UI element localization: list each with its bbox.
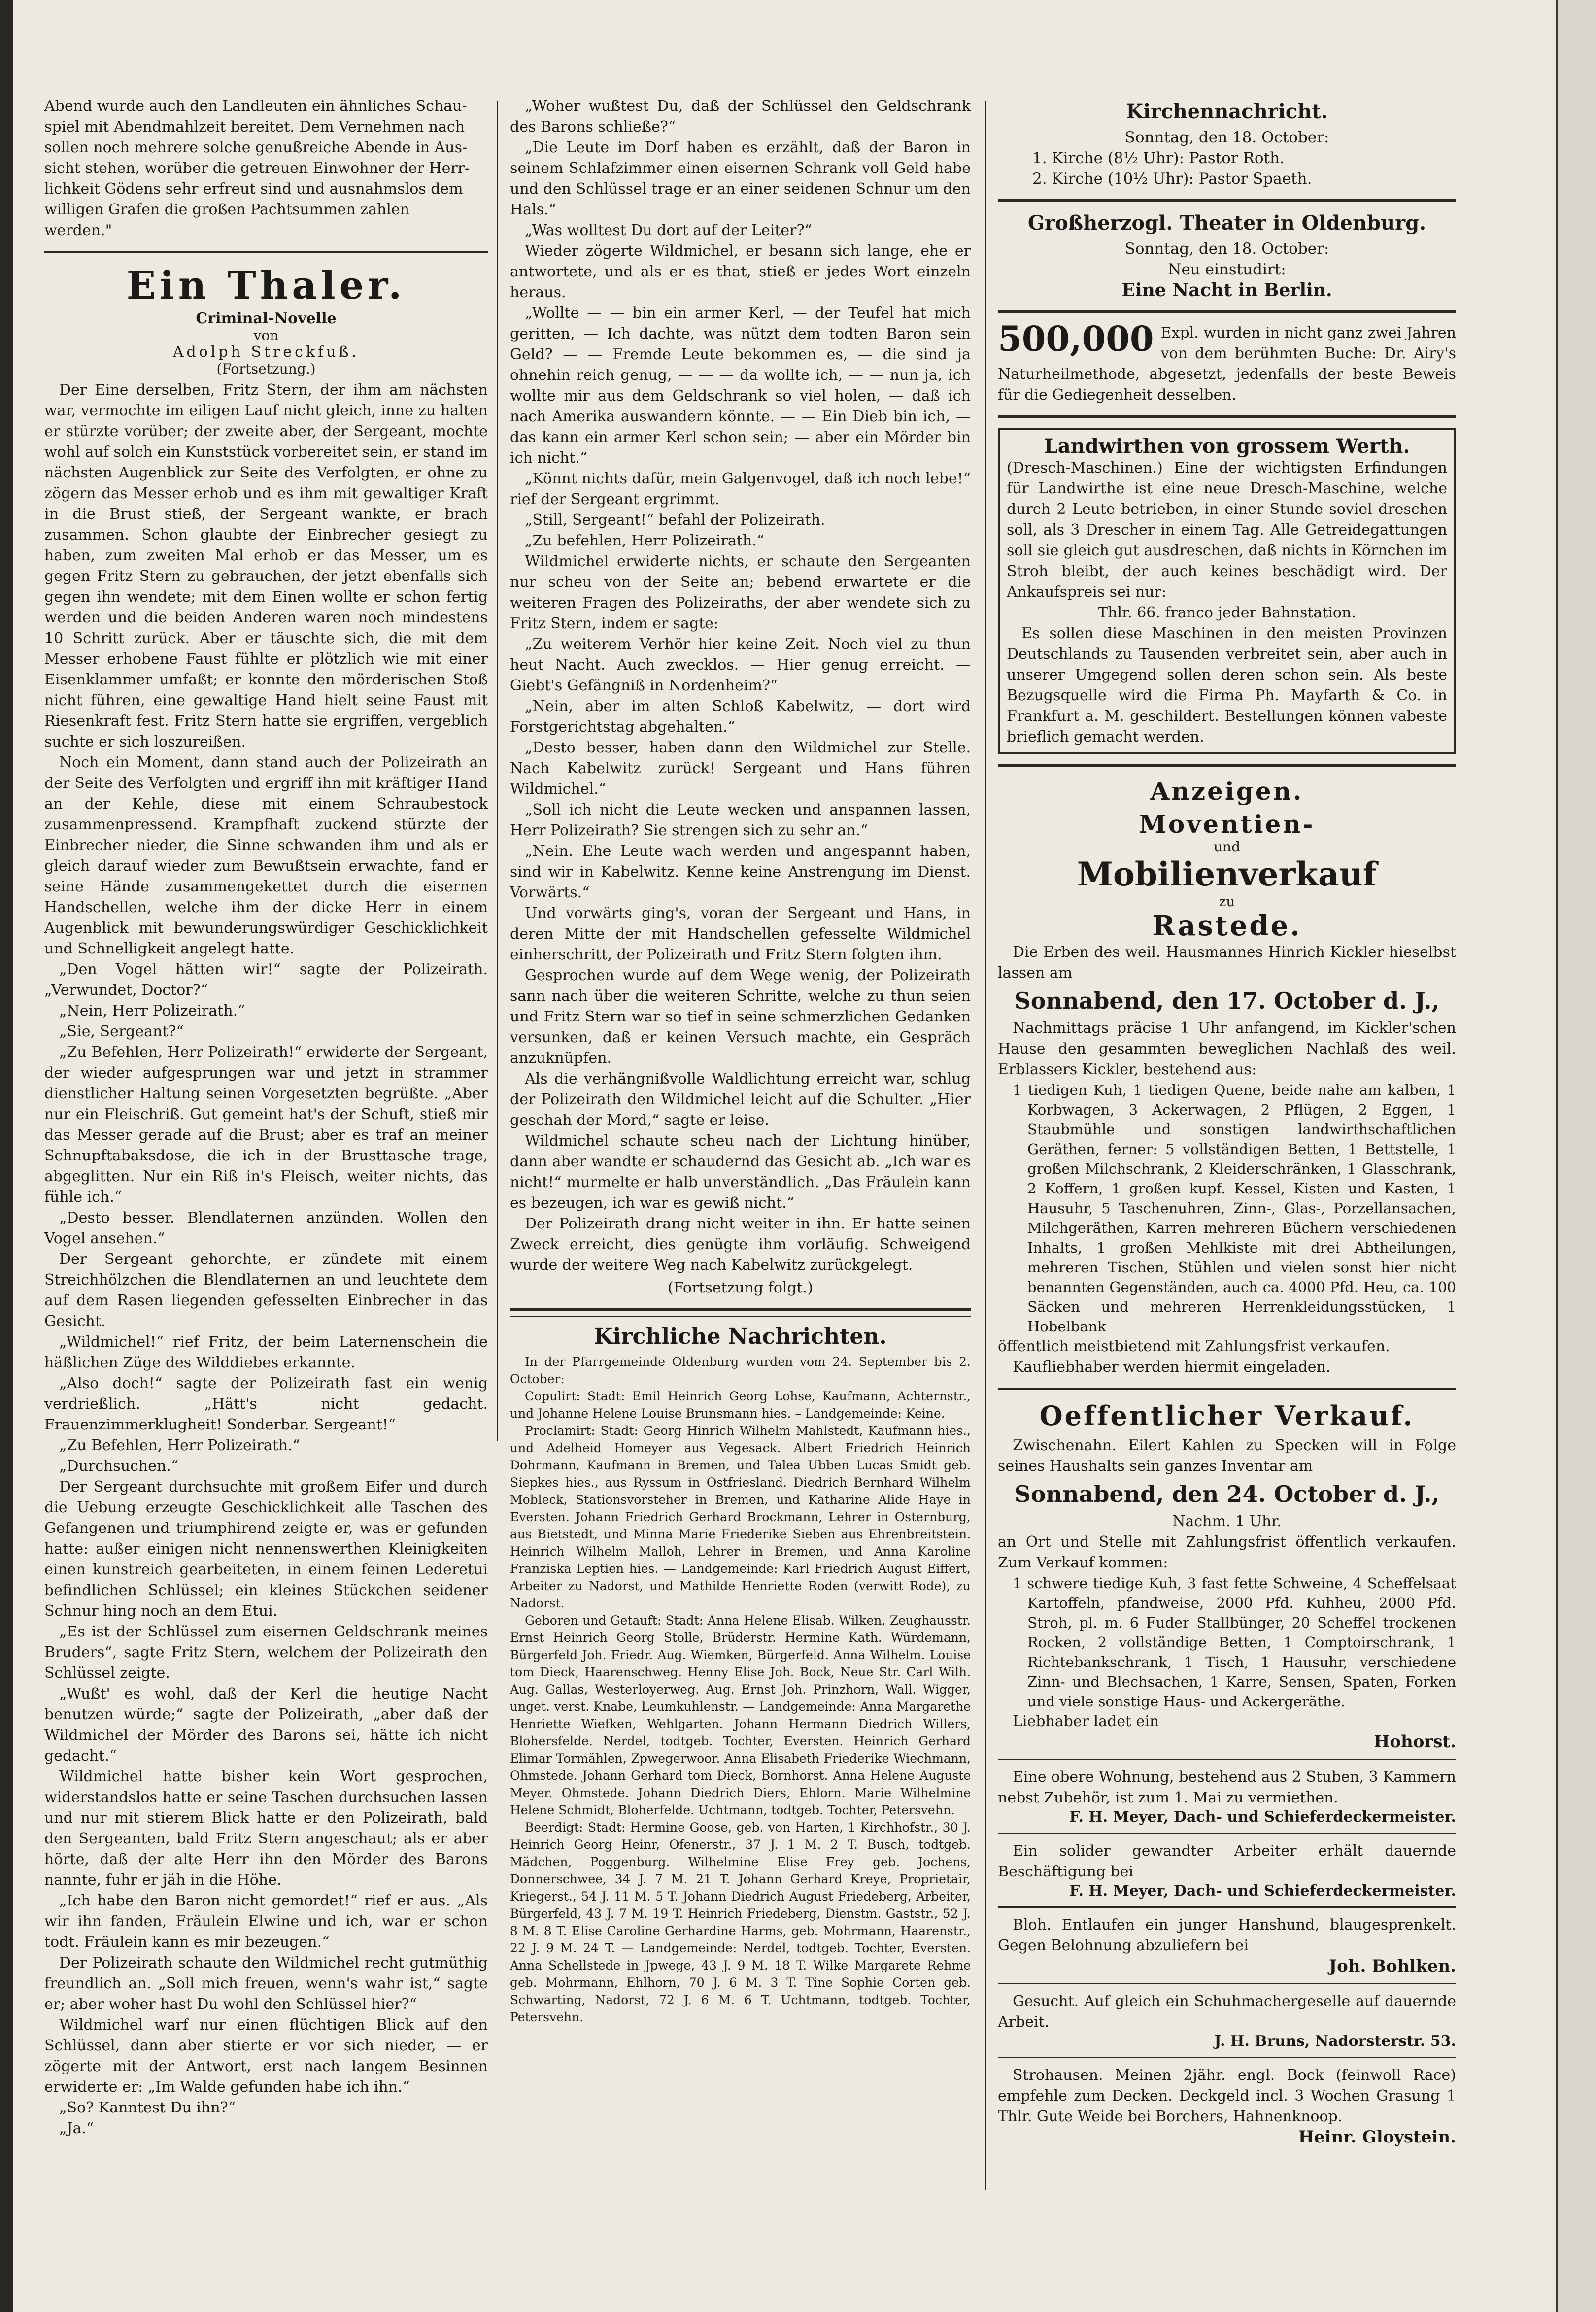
anzeigen-title: Anzeigen. (1150, 777, 1304, 806)
paragraph: „Was wolltest Du dort auf der Leiter?“ (525, 222, 812, 239)
arbeiter-text: Ein solider gewandter Arbeiter erhält dauernde Beschäftigung bei (998, 1842, 1456, 1880)
erben-text3: öffentlich meistbietend mit Zahlungsfrist verkaufen. (998, 1338, 1390, 1355)
paragraph: „So? Kanntest Du ihn?“ (59, 2099, 236, 2116)
oeff-text3: Liebhaber ladet ein (1013, 1713, 1159, 1730)
landwirthen-title: Landwirthen von grossem Werth. (1044, 435, 1410, 458)
theater-new: Neu einstudirt: (1168, 261, 1286, 278)
church-beerdigt: Beerdigt: Stadt: Hermine Goose, geb. von Harten, 1 Kirchhofstr., 30 J. Heinrich Georg Heinr, Ofenerstr., 37 J. 1 M. 2 T. Busch, todtgeb. Mädchen, Poggenburg. Wilhelmine Elise Frey geb. Jochens, Donnerschwee, 34 J. 7 M. 21 T. Johann Gerhard Kreye, Proprietair, Kriegerst., 54 J. 11 M. 5 T. Johann Diedrich August Friedeberg, Arbeiter, Bürgerfeld, 43 J. 7 M. 19 T. Heinrich Friedeberg, Dienstm. Gaststr., 52 J. 8 M. 8 T. Elise Caroline Gerhardine Harms, geb. Mohrmann, Haarenstr., 22 J. 9 M. 24 T. — Landgemeinde: Nerdel, todtgeb. Tochter, Eversten. Anna Schellstede in Jpwege, 43 J. 9 M. 18 T. Wilke Margarete Rehme geb. Mohrmann, Ehlhorn, 70 J. 6 M. 3 T. Tine Sophie Corten geb. Schwarting, Nadorst, 72 J. 6 M. 6 T. Uchtmann, todtgeb. Tochter, Petersvehn. (510, 1820, 971, 2024)
moventien-title: Moventien- (1139, 810, 1315, 839)
erben-date: Sonnabend, den 17. October d. J., (1014, 987, 1440, 1014)
landwirthen-text2: Es sollen diese Maschinen in den meisten Provinzen Deutschlands zu Tausenden verbreitet sein, aber auch in unserer Umgegend sollen deren schon sein. Als beste Bezugsquelle wird die Firma Ph. Mayfarth & Co. in Frankfurt a. M. geschildert. Bestellungen können vabeste brieflich gemacht werden. (1007, 625, 1447, 746)
text-line: willigen Grafen die großen Pachtsummen zahlen (44, 201, 409, 218)
church-geboren: Geboren und Getauft: Stadt: Anna Helene Elisab. Wilken, Zeughausstr. Ernst Heinrich Georg Stolle, Brüderstr. Hermine Kath. Würdemann, Bürgerfeld Joh. Friedr. Aug. Wiemken, Bürgerfeld. Anna Wilhelm. Louise tom Dieck, Haarenschweg. Henny Elise Joh. Bock, Neue Str. Carl Wilh. Aug. Gallas, Westerloyerweg. Aug. Ernst Joh. Prinzhorn, Wall. Wigger, unget. verst. Knabe, Leumkuhlenstr. — Landgemeinde: Anna Margarethe Henriette Wiefken, Wehlgarten. Johann Hermann Diedrich Willers, Blohersfelde. Nerdel, todtgeb. Tochter, Eversten. Heinrich Gerhard Elimar Tormählen, Zpwegerwoor. Anna Elisabeth Friederike Wiechmann, Ohmstede. Johann Gerhard tom Dieck, Bornhorst. Anna Helene Auguste Meyer. Ohmstede. Johann Diedrich Diers, Ehlorn. Marie Wilhelmine Helene Schmidt, Bloherfelde. Uchtmann, todtgeb. Tochter, Petersvehn. (510, 1613, 971, 1817)
paragraph: Wieder zögerte Wildmichel, er besann sich lange, ehe er antwortete, und als er es that, stieß er jedes Wort einzeln heraus. (510, 242, 971, 301)
paragraph: „Still, Sergeant!“ befahl der Polizeirath. (525, 511, 825, 529)
kirchennachricht-line: 2. Kirche (10½ Uhr): Pastor Spaeth. (1032, 170, 1312, 188)
hund-text: Bloh. Entlaufen ein junger Hanshund, blaugesprenkelt. Gegen Belohnung abzuliefern bei (998, 1916, 1456, 1954)
bock-text: Strohausen. Meinen 2jähr. engl. Bock (feinwoll Race) empfehle zum Decken. Deckgeld incl. 3 Wochen Grasung 1 Thlr. Gute Weide bei Borchers, Hahnenknoop. (998, 2067, 1456, 2125)
page-edge-right (1556, 0, 1596, 2312)
novel-subtitle: Criminal-Novelle (196, 310, 337, 327)
paragraph: „Es ist der Schlüssel zum eisernen Geldschrank meines Bruders“, sagte Fritz Stern, welchem der Polizeirath den Schlüssel zeigte. (44, 1623, 488, 1682)
landwirthen-text: (Dresch-Maschinen.) Eine der wichtigsten Erfindungen für Landwirthe ist eine neue Dresch-Maschine, welche durch 2 Leute betrieben, in einer Stunde soviel dreschen soll, als 3 Drescher in einem Tag. Alle Getreidegattungen soll sie gleich gut ausdreschen, daß nichts in Körnchen im Stroh bleibt, der auch keines beschädigt wird. Der Ankaufspreis sei nur: (1007, 459, 1447, 601)
section-divider (998, 2057, 1456, 2058)
wohnung-signature: F. H. Meyer, Dach- und Schieferdeckermeister. (1069, 1808, 1456, 1826)
paragraph: „Zu Befehlen, Herr Polizeirath.“ (59, 1437, 300, 1454)
erben-text: Die Erben des weil. Hausmannes Hinrich Kickler hieselbst lassen am (998, 944, 1456, 982)
section-divider (998, 1983, 1456, 1984)
paragraph: Wildmichel schaute scheu nach der Lichtung hinüber, dann aber wandte er schaudernd das Gesicht ab. „Ich war es nicht!“ murmelte er halb unverständlich. „Das Fräulein kann es bezeugen, ich war es gewiß nicht.“ (510, 1132, 971, 1212)
arbeiter-signature: F. H. Meyer, Dach- und Schieferdeckermeister. (1069, 1882, 1456, 1900)
oeff-list: 1 schwere tiedige Kuh, 3 fast fette Schweine, 4 Scheffelsaat Kartoffeln, pfandweise, 2000 Pfd. Kuhheu, 2000 Pfd. Stroh, pl. m. 6 Fuder Stallbünger, 20 Scheffel trockenen Rocken, 2 vollständige Betten, 1 Comptoirschrank, 1 Richtebankschrank, 1 Tisch, 1 Hausuhr, verschiedene Zinn- und Blechsachen, 1 Karre, Sensen, Spaten, Forken und viele sonstige Haus- und Ackergeräthe. (1013, 1575, 1456, 1710)
kirchennachricht-date: Sonntag, den 18. October: (1124, 129, 1329, 146)
text-line: lichkeit Gödens sehr erfreut sind und ausnahmslos dem (44, 180, 463, 198)
section-divider (998, 415, 1456, 418)
paragraph: Der Polizeirath schaute den Wildmichel recht gutmüthig freundlich an. „Soll mich freuen, wenn's wahr ist,“ sagte er; aber woher hast Du wohl den Schlüssel hier?“ (44, 1954, 488, 2013)
intro-text (44, 96, 488, 241)
text-line: sicht stehen, worüber die getreuen Einwohner der Herr- (44, 160, 470, 177)
paragraph: Der Sergeant gehorchte, er zündete mit einem Streichhölzchen die Blendlaternen an und leuchtete dem auf dem Rasen liegenden gefesselten Einbrecher in das Gesicht. (44, 1251, 488, 1330)
erben-list: 1 tiedigen Kuh, 1 tiedigen Quene, beide nahe am kalben, 1 Korbwagen, 3 Ackerwagen, 2 Pflügen, 2 Eggen, 1 Staubmühle und sonstigen landwirthschaftlichen Geräthen, ferner: 5 vollständigen Betten, 1 Bettstelle, 1 großen Milchschrank, 2 Kleiderschränken, 1 Glasschrank, 2 Koffern, 1 großen kupf. Kessel, Kisten und Kasten, 1 Hausuhr, 5 Taschenuhren, Zinn-, Glas-, Porzellansachen, Milchgeräthen, Karren mehreren Büchern verschiedenen Inhalts, 1 großen Mehlkiste mit drei Abtheilungen, mehreren Tischen, Stühlen und vielen sonst hier nicht benannten Gegenständen, auch ca. 4000 Pfd. Heu, ca. 100 Säcken und mehreren Herrenkleidungsstücken, 1 Hobelbank (1013, 1082, 1456, 1335)
section-divider (510, 1308, 971, 1311)
paragraph: Der Sergeant durchsuchte mit großem Eifer und durch die Uebung erzeugte Geschicklichkeit alle Taschen des Gefangenen und triumphirend zeigte er, was er gefunden hatte: außer einigen nicht nennenswerthen Kleinigkeiten einen kunstreich gearbeiteten, in einem feinen Lederetui befindlichen Schlüssel; ein kleines Stückchen seidener Schnur hing noch an dem Etui. (44, 1478, 488, 1620)
text-line: sollen noch mehrere solche genußreiche Abende in Aus- (44, 139, 468, 156)
paragraph: „Durchsuchen.“ (59, 1458, 179, 1475)
theater-play: Eine Nacht in Berlin. (1121, 280, 1332, 301)
column-middle (510, 96, 971, 2026)
section-divider (44, 251, 488, 253)
section-divider (998, 199, 1456, 202)
column-left (44, 96, 488, 2139)
rastede-title: Rastede. (1152, 910, 1302, 942)
kirchennachricht-title: Kirchennachricht. (1126, 100, 1328, 123)
church-copulirt: Copulirt: Stadt: Emil Heinrich Georg Lohse, Kaufmann, Achternstr., und Johanne Helene Louise Brunsmann hies. – Landgemeinde: Keine. (510, 1389, 971, 1421)
novel-body (44, 380, 488, 2139)
novel-author: Adolph Streckfuß. (172, 343, 360, 361)
oeff-text: Zwischenahn. Eilert Kahlen zu Specken will in Folge seines Haushalts sein ganzes Inventar am (998, 1437, 1456, 1475)
hund-signature: Joh. Bohlken. (1329, 1956, 1456, 1976)
paragraph: „Ja.“ (59, 2120, 94, 2137)
paragraph: „Nein, aber im alten Schloß Kabelwitz, — dort wird Forstgerichtstag abgehalten.“ (510, 698, 971, 736)
section-divider (998, 764, 1456, 767)
text-line: spiel mit Abendmahlzeit bereitet. Dem Vernehmen nach (44, 118, 465, 136)
oeff-signature: Hohorst. (1374, 1732, 1456, 1752)
oeff-time: Nachm. 1 Uhr. (1172, 1513, 1282, 1530)
section-divider (998, 1759, 1456, 1760)
oeff-text2: an Ort und Stelle mit Zahlungsfrist öffentlich verkaufen. Zum Verkauf kommen: (998, 1533, 1456, 1571)
gesucht-signature: J. H. Bruns, Nadorsterstr. 53. (1214, 2033, 1456, 2050)
paragraph: „Soll ich nicht die Leute wecken und anspannen lassen, Herr Polizeirath? Sie strengen sich zu sehr an.“ (510, 801, 971, 839)
airy-text: Expl. wurden in nicht ganz zwei Jahren von dem berühmten Buche: Dr. Airy's Naturheilmethode, abgesetzt, jedenfalls der beste Beweis für die Gediegenheit desselben. (998, 324, 1456, 404)
paragraph: „Desto besser. Blendlaternen anzünden. Wollen den Vogel ansehen.“ (44, 1209, 488, 1247)
theater-date: Sonntag, den 18. October: (1124, 240, 1329, 258)
novel-von: von (253, 327, 279, 343)
erben-text4: Kaufliebhaber werden hiermit eingeladen. (1013, 1359, 1331, 1376)
wohnung-text: Eine obere Wohnung, bestehend aus 2 Stuben, 3 Kammern nebst Zubehör, ist zum 1. Mai zu vermiethen. (998, 1768, 1456, 1806)
novel-title: Ein Thaler. (126, 263, 406, 308)
paragraph: „Zu weiterem Verhör hier keine Zeit. Noch viel zu thun heut Nacht. Auch zwecklos. — Hier genug erreicht. — Giebt's Gefängniß in Nordenheim?“ (510, 636, 971, 694)
novel-to-be-continued: (Fortsetzung folgt.) (668, 1279, 813, 1296)
mobilienverkauf-title: Mobilienverkauf (1077, 855, 1377, 893)
paragraph: „Könnt nichts dafür, mein Galgenvogel, daß ich noch lebe!“ rief der Sergeant ergrimmt. (510, 470, 971, 508)
theater-title: Großherzogl. Theater in Oldenburg. (1027, 211, 1426, 235)
column-divider (985, 101, 986, 2190)
zu-label: zu (1219, 893, 1235, 910)
paragraph: „Wildmichel!“ rief Fritz, der beim Laternenschein die häßlichen Züge des Wilddiebes erkannte. (44, 1333, 488, 1371)
airy-number: 500,000 (998, 323, 1154, 359)
paragraph: „Ich habe den Baron nicht gemordet!“ rief er aus. „Als wir ihn fanden, Fräulein Elwine und ich, war er schon todt. Fräulein kann es mir bezeugen.“ (44, 1892, 488, 1951)
paragraph: Der Polizeirath drang nicht weiter in ihn. Er hatte seinen Zweck erreicht, dies genügte ihm vorläufig. Schweigend wurde der weitere Weg nach Kabelwitz zurückgelegt. (510, 1215, 971, 1274)
column-divider (497, 101, 498, 1441)
text-line: werden." (44, 222, 112, 239)
oeff-date: Sonnabend, den 24. October d. J., (1014, 1481, 1440, 1507)
section-divider (510, 1316, 971, 1317)
paragraph: Und vorwärts ging's, voran der Sergeant und Hans, in deren Mitte der mit Handschellen gefesselte Wildmichel einherschritt, der Polizeirath und Fritz Stern folgten ihm. (510, 905, 971, 963)
paragraph: „Die Leute im Dorf haben es erzählt, daß der Baron in seinem Schlafzimmer einen eisernen Schrank voll Geld habe und den Schlüssel trage er an einer seidenen Schnur um den Hals.“ (510, 139, 971, 218)
und-label: und (1214, 839, 1240, 855)
section-divider (998, 1388, 1456, 1390)
airy-ad (998, 323, 1456, 406)
text-line: Abend wurde auch den Landleuten ein ähnliches Schau- (44, 98, 467, 115)
church-intro: In der Pfarrgemeinde Oldenburg wurden vom 24. September bis 2. October: (510, 1355, 971, 1386)
bock-signature: Heinr. Gloystein. (1298, 2127, 1456, 2147)
paragraph: „Den Vogel hätten wir!“ sagte der Polizeirath. „Verwundet, Doctor?“ (44, 961, 488, 999)
paragraph: Gesprochen wurde auf dem Wege wenig, der Polizeirath sann nach über die weiteren Schritte, welche zu thun seien und Fritz Stern war so tief in seine schmerzlichen Gedanken versunken, daß er keinen Versuch machte, ein Gespräch anzuknüpfen. (510, 967, 971, 1067)
paragraph: Wildmichel warf nur einen flüchtigen Blick auf den Schlüssel, dann aber stierte er vor sich nieder, — er zögerte mit der Antwort, erst nach langem Besinnen erwiderte er: „Im Walde gefunden habe ich ihn.“ (44, 2016, 488, 2096)
paragraph: „Wußt' es wohl, daß der Kerl die heutige Nacht benutzen würde;“ sagte der Polizeirath, „aber daß der Wildmichel der Mörder des Barons sei, hätte ich nicht gedacht.“ (44, 1685, 488, 1765)
paragraph: Der Eine derselben, Fritz Stern, der ihm am nächsten war, vermochte im eiligen Lauf nicht gleich, inne zu halten er stürzte vorüber; der zweite aber, der Sergeant, mochte wohl auf solch ein Kunststück vorbereitet sein, er stand im nächsten Augenblick zur Seite des Verfolgten, er ohne zu zögern das Messer erhob und es ihm mit gewaltiger Kraft in die Brust stieß, der Sergeant wankte, er brach zusammen. Schon glaubte der Einbrecher gesiegt zu haben, zum zweiten Mal erhob er das Messer, um es gegen Fritz Stern zu gebrauchen, der jetzt ebenfalls sich gegen ihn wendete; mit dem Einen wollte er schon fertig werden und die beiden Anderen waren noch mindestens 10 Schritt zurück. Aber er täuschte sich, die mit dem Messer erhobene Faust fühlte er plötzlich wie mit einer Eisenklammer umfaßt; er konnte den mörderischen Stoß nicht führen, eine gewaltige Hand hielt seine Faust mit Riesenkraft fest. Fritz Stern hatte sie ergriffen, vergeblich suchte er sich loszureißen. (44, 381, 488, 750)
paragraph: „Wollte — — bin ein armer Kerl, — der Teufel hat mich geritten, — Ich dachte, was nützt dem todten Baron sein Geld? — — Fremde Leute bekommen es, — die sind ja ohnehin reich genug, — — — da wollte ich, — — nun ja, ich wollte mir aus dem Geldschrank so viel holen, — daß ich nach Amerika auswandern könnte. — — Ein Dieb bin ich, — das kann ein armer Kerl schon sein; — aber ein Mörder bin ich nicht.“ (510, 305, 971, 467)
paragraph: „Also doch!“ sagte der Polizeirath fast ein wenig verdrießlich. „Hätt's nicht gedacht. Frauenzimmerklugheit! Sonderbar. Sergeant!“ (44, 1375, 488, 1433)
erben-text2: Nachmittags präcise 1 Uhr anfangend, im Kickler'schen Hause den gesammten beweglichen Nachlaß des weil. Erblassers Kickler, bestehend aus: (998, 1020, 1456, 1078)
paragraph: „Woher wußtest Du, daß der Schlüssel den Geldschrank des Barons schließe?“ (510, 98, 971, 136)
paragraph: „Zu befehlen, Herr Polizeirath.“ (525, 532, 765, 549)
novel-body-continued (510, 96, 971, 1276)
oeffentlicher-verkauf-title: Oeffentlicher Verkauf. (1039, 1400, 1415, 1431)
paragraph: Noch ein Moment, dann stand auch der Polizeirath an der Seite des Verfolgten und ergriff ihn mit kräftiger Hand an der Kehle, diese mit einem Schraubestock zusammenpressend. Krampfhaft zuckend stürzte der Einbrecher nieder, die Sinne schwanden ihm und als er gleich darauf wieder zum Bewußtsein erwachte, fand er seine Hände zusammengekettet durch die eisernen Handschellen, welche ihm der dicke Herr in einem Augenblick mit bewunderungswürdiger Geschicklichkeit und Schnelligkeit angelegt hatte. (44, 754, 488, 957)
landwirthen-price: Thlr. 66. franco jeder Bahnstation. (1098, 604, 1356, 621)
paragraph: Wildmichel erwiderte nichts, er schaute den Sergeanten nur scheu von der Seite an; bebend erwartete er die weiteren Fragen des Polizeiraths, der aber wendete sich zu Fritz Stern, indem er sagte: (510, 553, 971, 632)
page-edge-left (0, 0, 13, 2312)
church-news-title: Kirchliche Nachrichten. (594, 1324, 887, 1349)
paragraph: „Zu Befehlen, Herr Polizeirath!“ erwiderte der Sergeant, der wieder aufgesprungen war und jetzt in strammer dienstlicher Haltung seinen Vorgesetzten begrüßte. „Aber nur ein Fleischriß. Gut gemeint hat's der Schuft, stieß mir das Messer gerade auf die Brust; aber es traf an meiner Schnupftabaksdose, die ich in der Brusttasche trage, abgeglitten. Nur ein Riß in's Fleisch, weiter nichts, das fühle ich.“ (44, 1044, 488, 1206)
paragraph: „Nein. Ehe Leute wach werden und angespannt haben, sind wir in Kabelwitz. Kenne keine Anstrengung im Dienst. Vorwärts.“ (510, 843, 971, 901)
paragraph: Als die verhängnißvolle Waldlichtung erreicht war, schlug der Polizeirath den Wildmichel leicht auf die Schulter. „Hier geschah der Mord,“ sagte er leise. (510, 1070, 971, 1129)
kirchennachricht-line: 1. Kirche (8½ Uhr): Pastor Roth. (1032, 149, 1285, 167)
paragraph: „Desto besser, haben dann den Wildmichel zur Stelle. Nach Kabelwitz zurück! Sergeant und Hans führen Wildmichel.“ (510, 739, 971, 798)
column-right (998, 96, 1456, 2147)
church-proclamirt: Proclamirt: Stadt: Georg Hinrich Wilhelm Mahlstedt, Kaufmann hies., und Adelheid Homeyer aus Vegesack. Albert Friedrich Heinrich Dohrmann, Kaufmann in Bremen, und Talea Ubben Lucas Smidt geb. Siepkes hies., aus Ryssum in Ostfriesland. Diedrich Bernhard Wilhelm Mobleck, Stationsvorsteher in Bremen, und Katharine Alide Haye in Eversten. Johann Friedrich Gerhard Brockmann, Lehrer in Osternburg, aus Bietstedt, und Minna Marie Friederike Sieben aus Ehrenbreitstein. Heinrich Wilhelm Malloh, Lehrer in Bremen, und Anna Karoline Franziska Leptien hies. — Landgemeinde: Karl Friedrich August Eiffert, Arbeiter zu Nadorst, und Mathilde Henriette Roden (verwitt Rode), zu Nadorst. (510, 1424, 971, 1610)
paragraph: „Sie, Sergeant?“ (59, 1023, 184, 1040)
section-divider (998, 1833, 1456, 1834)
paragraph: Wildmichel hatte bisher kein Wort gesprochen, widerstandslos hatte er seine Taschen durchsuchen lassen und nur mit stierem Blick hatte er den Polizeirath, bald den Sergeanten, bald Fritz Stern angeschaut; als er aber hörte, daß der alte Herr ihn den Mörder des Barons nannte, fuhr er jäh in die Höhe. (44, 1768, 488, 1889)
gesucht-text: Gesucht. Auf gleich ein Schuhmachergeselle auf dauernde Arbeit. (998, 1993, 1456, 2031)
novel-continued: (Fortsetzung.) (216, 361, 316, 377)
section-divider (998, 310, 1456, 313)
section-divider (998, 1906, 1456, 1908)
landwirthen-ad (998, 428, 1456, 754)
paragraph: „Nein, Herr Polizeirath.“ (59, 1002, 245, 1020)
